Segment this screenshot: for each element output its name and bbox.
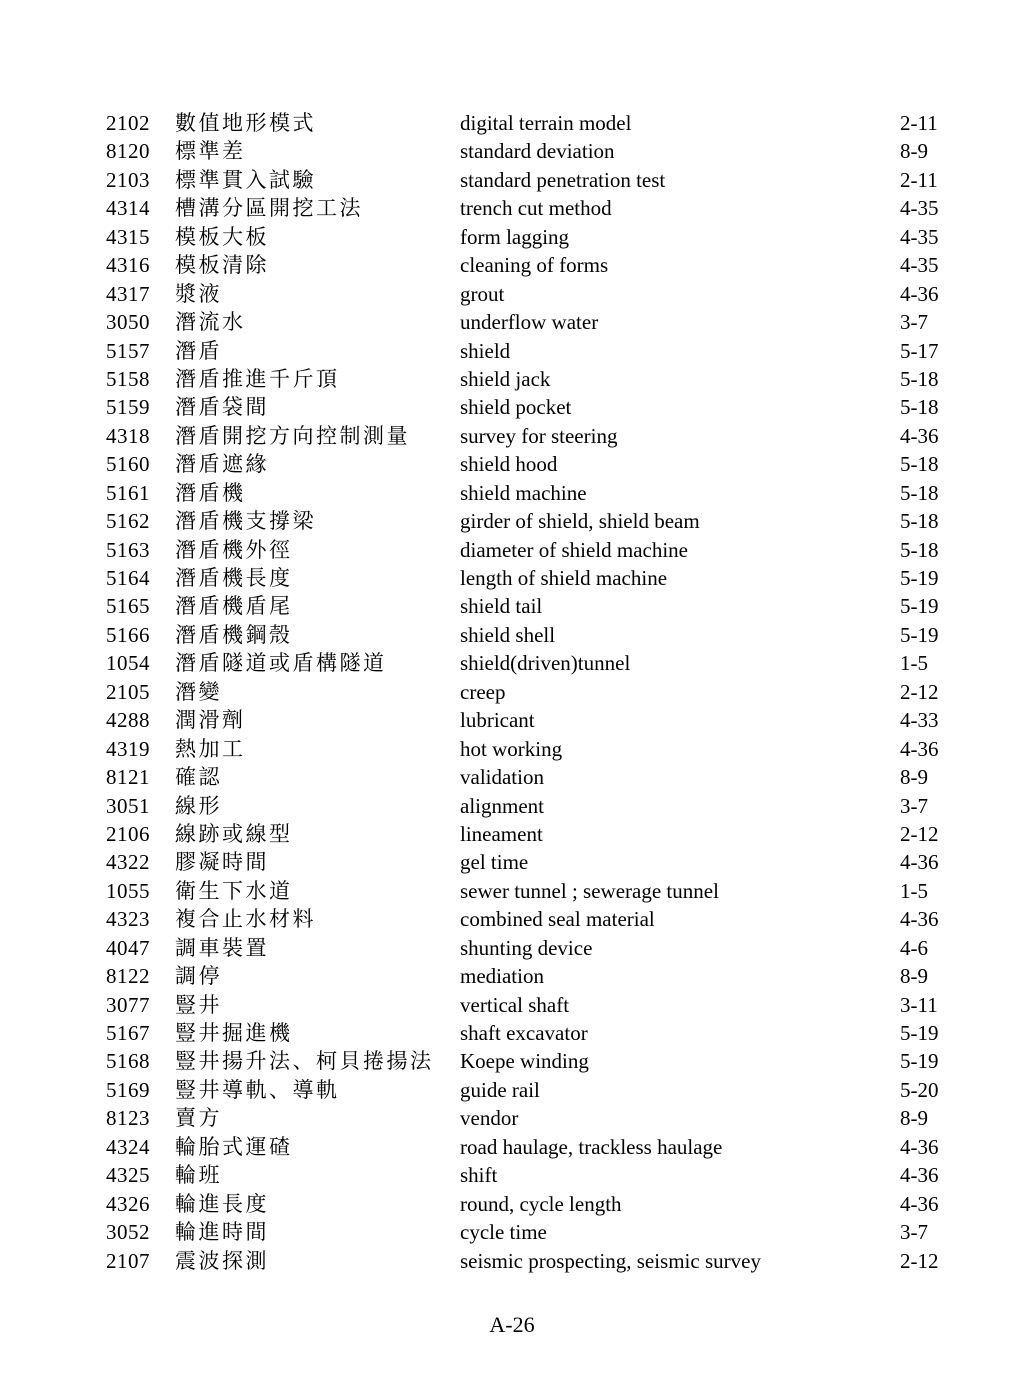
term-chinese: 調車裝置 xyxy=(175,935,269,960)
term-chinese: 豎井 xyxy=(175,992,222,1017)
term-id: 1055 xyxy=(106,878,150,903)
term-english: vertical shaft xyxy=(460,992,570,1017)
page-ref: 3-11 xyxy=(900,992,938,1017)
term-chinese: 潛盾 xyxy=(175,338,222,363)
term-chinese: 潛盾袋間 xyxy=(175,395,269,420)
table-row xyxy=(0,393,1024,421)
page-ref: 2-12 xyxy=(900,821,939,846)
term-english: cycle time xyxy=(460,1220,547,1245)
term-english: cleaning of forms xyxy=(460,253,609,278)
term-english: sewer tunnel ; sewerage tunnel xyxy=(460,878,719,903)
table-row xyxy=(0,1190,1024,1218)
term-chinese: 輪進時間 xyxy=(175,1220,269,1245)
term-chinese: 膠凝時間 xyxy=(175,850,269,875)
page-ref: 3-7 xyxy=(900,310,928,335)
table-row xyxy=(0,962,1024,990)
term-chinese: 豎井揚升法、柯貝捲揚法 xyxy=(175,1049,434,1074)
term-english: seismic prospecting, seismic survey xyxy=(460,1248,761,1273)
table-row xyxy=(0,763,1024,791)
term-id: 5159 xyxy=(106,395,150,420)
term-english: mediation xyxy=(460,964,544,989)
term-english: survey for steering xyxy=(460,423,618,448)
term-id: 4316 xyxy=(106,253,150,278)
term-english: underflow water xyxy=(460,310,599,335)
term-id: 8120 xyxy=(106,139,150,164)
term-id: 2103 xyxy=(106,167,150,192)
term-id: 4319 xyxy=(106,736,150,761)
term-english: shield tail xyxy=(460,594,543,619)
term-chinese: 潤滑劑 xyxy=(175,708,246,733)
page-ref: 5-18 xyxy=(900,366,939,391)
page-ref: 8-9 xyxy=(900,1106,928,1131)
table-row xyxy=(0,1133,1024,1161)
term-id: 4318 xyxy=(106,423,150,448)
table-row xyxy=(0,536,1024,564)
term-id: 5165 xyxy=(106,594,150,619)
term-chinese: 模板大板 xyxy=(175,224,269,249)
term-chinese: 確認 xyxy=(175,765,222,790)
term-english: diameter of shield machine xyxy=(460,537,688,562)
term-english: hot working xyxy=(460,736,563,761)
term-id: 2106 xyxy=(106,821,150,846)
page-ref: 5-18 xyxy=(900,395,939,420)
term-id: 4322 xyxy=(106,850,150,875)
term-id: 4047 xyxy=(106,935,150,960)
term-chinese: 潛盾開挖方向控制測量 xyxy=(175,423,410,448)
term-id: 5158 xyxy=(106,366,150,391)
term-english: shield(driven)tunnel xyxy=(460,651,631,676)
term-chinese: 線跡或線型 xyxy=(175,821,293,846)
term-english: guide rail xyxy=(460,1077,540,1102)
page-ref: 5-18 xyxy=(900,480,939,505)
term-chinese: 標準差 xyxy=(175,139,246,164)
table-row xyxy=(0,422,1024,450)
page-ref: 4-36 xyxy=(900,1163,939,1188)
term-english: combined seal material xyxy=(460,907,655,932)
term-chinese: 模板清除 xyxy=(175,253,269,278)
term-english: length of shield machine xyxy=(460,566,668,590)
glossary-table xyxy=(0,109,1024,1275)
table-row xyxy=(0,166,1024,194)
term-id: 4326 xyxy=(106,1191,150,1216)
term-english: standard penetration test xyxy=(460,167,666,192)
page-ref: 5-18 xyxy=(900,537,939,562)
table-row xyxy=(0,507,1024,535)
table-row xyxy=(0,792,1024,820)
page-ref: 4-6 xyxy=(900,935,928,960)
term-chinese: 豎井導軌、導軌 xyxy=(175,1077,340,1102)
table-row xyxy=(0,1247,1024,1275)
term-id: 4288 xyxy=(106,708,150,733)
page-ref: 2-12 xyxy=(900,679,939,704)
term-chinese: 潛盾機 xyxy=(175,480,246,505)
table-row xyxy=(0,905,1024,933)
term-english: shield hood xyxy=(460,452,558,477)
term-id: 8121 xyxy=(106,765,150,790)
table-row xyxy=(0,848,1024,876)
term-id: 5168 xyxy=(106,1049,150,1074)
term-id: 5162 xyxy=(106,509,150,534)
term-id: 4324 xyxy=(106,1134,150,1159)
page-ref: 5-19 xyxy=(900,594,939,619)
term-chinese: 豎井掘進機 xyxy=(175,1021,293,1045)
table-row xyxy=(0,1047,1024,1075)
table-row xyxy=(0,365,1024,393)
term-english: road haulage, trackless haulage xyxy=(460,1134,723,1159)
term-english: validation xyxy=(460,765,544,790)
term-id: 5166 xyxy=(106,622,150,647)
term-chinese: 複合止水材料 xyxy=(175,907,316,932)
term-chinese: 潛盾機盾尾 xyxy=(175,594,293,619)
table-row xyxy=(0,649,1024,677)
term-chinese: 潛盾機長度 xyxy=(175,566,293,590)
term-chinese: 潛流水 xyxy=(175,310,246,335)
term-english: girder of shield, shield beam xyxy=(460,509,700,534)
page-ref: 5-19 xyxy=(900,1021,939,1045)
table-row xyxy=(0,337,1024,365)
term-id: 3051 xyxy=(106,793,150,818)
table-row xyxy=(0,308,1024,336)
term-chinese: 潛盾隧道或盾構隧道 xyxy=(175,651,387,676)
term-chinese: 潛盾推進千斤頂 xyxy=(175,366,340,391)
table-row xyxy=(0,820,1024,848)
term-id: 4325 xyxy=(106,1163,150,1188)
page-ref: 2-12 xyxy=(900,1248,939,1273)
page-ref: 4-36 xyxy=(900,736,939,761)
term-english: shaft excavator xyxy=(460,1021,588,1045)
term-chinese: 輪胎式運碴 xyxy=(175,1134,293,1159)
page-ref: 8-9 xyxy=(900,139,928,164)
term-id: 2105 xyxy=(106,679,150,704)
term-chinese: 潛盾機鋼殼 xyxy=(175,622,293,647)
term-chinese: 輪班 xyxy=(175,1163,222,1188)
term-english: trench cut method xyxy=(460,196,612,221)
page-ref: 1-5 xyxy=(900,878,928,903)
table-row xyxy=(0,137,1024,165)
term-chinese: 數值地形模式 xyxy=(175,111,316,135)
term-chinese: 賣方 xyxy=(175,1106,222,1131)
term-id: 4323 xyxy=(106,907,150,932)
term-chinese: 震波探測 xyxy=(175,1248,269,1273)
page-ref: 2-11 xyxy=(900,111,938,135)
page-ref: 4-36 xyxy=(900,281,939,306)
page-ref: 2-11 xyxy=(900,167,938,192)
term-id: 5163 xyxy=(106,537,150,562)
table-row xyxy=(0,1218,1024,1246)
term-id: 3077 xyxy=(106,992,150,1017)
term-chinese: 漿液 xyxy=(175,281,222,306)
term-english: shield shell xyxy=(460,622,556,647)
table-row xyxy=(0,450,1024,478)
term-chinese: 潛盾機支撐梁 xyxy=(175,509,316,534)
table-row xyxy=(0,592,1024,620)
term-chinese: 熱加工 xyxy=(175,736,246,761)
table-row xyxy=(0,991,1024,1019)
term-id: 4314 xyxy=(106,196,150,221)
term-id: 4317 xyxy=(106,281,150,306)
table-row xyxy=(0,109,1024,137)
term-id: 5167 xyxy=(106,1021,150,1045)
term-id: 5169 xyxy=(106,1077,150,1102)
term-chinese: 調停 xyxy=(175,964,222,989)
page-ref: 4-35 xyxy=(900,196,939,221)
term-id: 3052 xyxy=(106,1220,150,1245)
term-id: 2107 xyxy=(106,1248,150,1273)
term-chinese: 衛生下水道 xyxy=(175,878,293,903)
term-id: 2102 xyxy=(106,111,150,135)
page-ref: 3-7 xyxy=(900,793,928,818)
term-english: shift xyxy=(460,1163,498,1188)
page-ref: 4-35 xyxy=(900,224,939,249)
term-id: 5160 xyxy=(106,452,150,477)
term-english: shunting device xyxy=(460,935,593,960)
term-english: shield xyxy=(460,338,511,363)
table-row xyxy=(0,251,1024,279)
table-row xyxy=(0,678,1024,706)
term-english: alignment xyxy=(460,793,544,818)
term-english: lubricant xyxy=(460,708,535,733)
page-ref: 8-9 xyxy=(900,964,928,989)
page-ref: 4-36 xyxy=(900,907,939,932)
page-number: A-26 xyxy=(489,1312,535,1337)
term-id: 5161 xyxy=(106,480,150,505)
page-ref: 5-17 xyxy=(900,338,939,363)
page-ref: 5-18 xyxy=(900,509,939,534)
term-id: 8122 xyxy=(106,964,150,989)
table-row xyxy=(0,621,1024,649)
page-ref: 5-18 xyxy=(900,452,939,477)
term-english: shield pocket xyxy=(460,395,572,420)
page-ref: 4-36 xyxy=(900,423,939,448)
term-id: 5157 xyxy=(106,338,150,363)
table-row xyxy=(0,1161,1024,1189)
table-row xyxy=(0,1019,1024,1047)
term-english: standard deviation xyxy=(460,139,615,164)
page-ref: 8-9 xyxy=(900,765,928,790)
term-id: 3050 xyxy=(106,310,150,335)
table-row xyxy=(0,1076,1024,1104)
term-chinese: 潛盾遮緣 xyxy=(175,452,269,477)
page-ref: 4-36 xyxy=(900,850,939,875)
page-ref: 5-19 xyxy=(900,1049,939,1074)
term-chinese: 輪進長度 xyxy=(175,1191,269,1216)
table-row xyxy=(0,280,1024,308)
term-english: gel time xyxy=(460,850,529,875)
term-id: 4315 xyxy=(106,224,150,249)
term-chinese: 標準貫入試驗 xyxy=(175,167,316,192)
term-id: 1054 xyxy=(106,651,150,676)
page-ref: 4-35 xyxy=(900,253,939,278)
page-ref: 4-33 xyxy=(900,708,939,733)
page-ref: 1-5 xyxy=(900,651,928,676)
term-chinese: 潛變 xyxy=(175,679,222,704)
term-english: vendor xyxy=(460,1106,519,1131)
table-row xyxy=(0,223,1024,251)
term-english: round, cycle length xyxy=(460,1191,622,1216)
term-english: shield machine xyxy=(460,480,587,505)
term-english: form lagging xyxy=(460,224,570,249)
term-english: digital terrain model xyxy=(460,111,632,135)
term-english: Koepe winding xyxy=(460,1049,589,1074)
page-ref: 5-19 xyxy=(900,566,939,590)
term-english: creep xyxy=(460,679,506,704)
page-ref: 3-7 xyxy=(900,1220,928,1245)
table-row xyxy=(0,479,1024,507)
table-row xyxy=(0,934,1024,962)
term-id: 5164 xyxy=(106,566,150,590)
term-chinese: 潛盾機外徑 xyxy=(175,537,293,562)
term-id: 8123 xyxy=(106,1106,150,1131)
term-english: shield jack xyxy=(460,366,551,391)
table-row xyxy=(0,194,1024,222)
table-row xyxy=(0,877,1024,905)
term-english: grout xyxy=(460,281,505,306)
page-ref: 4-36 xyxy=(900,1191,939,1216)
table-row xyxy=(0,564,1024,592)
term-chinese: 槽溝分區開挖工法 xyxy=(175,196,363,221)
term-english: lineament xyxy=(460,821,543,846)
page-ref: 5-19 xyxy=(900,622,939,647)
term-chinese: 線形 xyxy=(175,793,222,818)
table-row xyxy=(0,735,1024,763)
page-ref: 5-20 xyxy=(900,1077,939,1102)
table-row xyxy=(0,1104,1024,1132)
page-ref: 4-36 xyxy=(900,1134,939,1159)
table-row xyxy=(0,706,1024,734)
